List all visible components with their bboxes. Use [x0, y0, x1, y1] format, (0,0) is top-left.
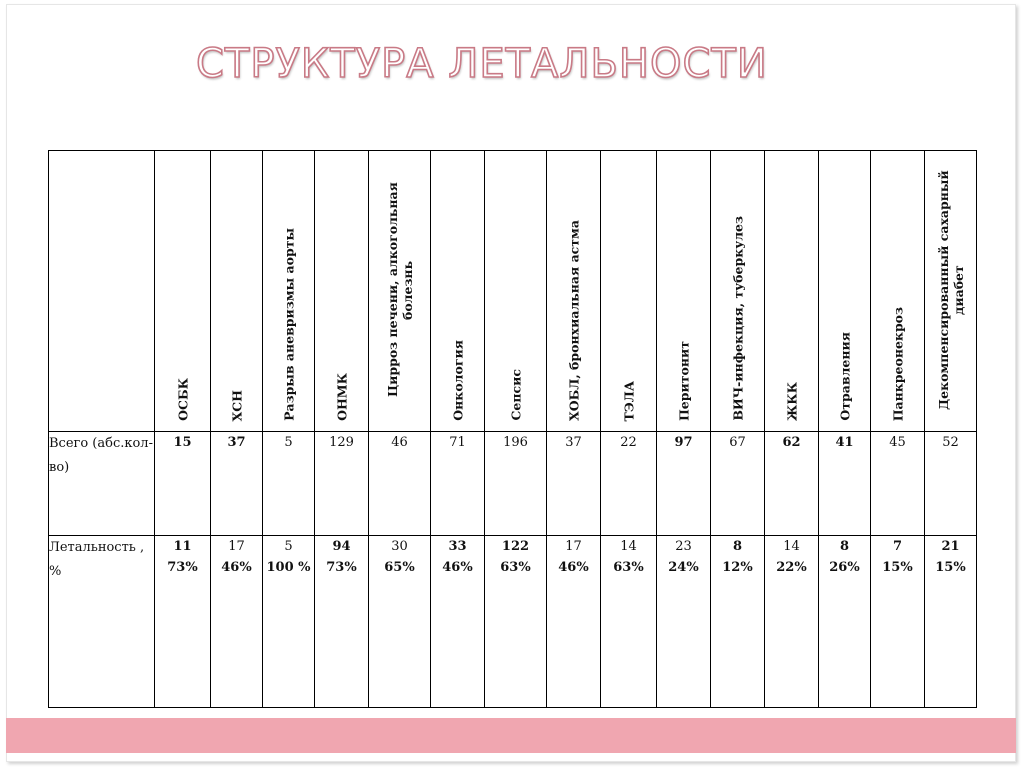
mortality-rate-row — [49, 536, 977, 708]
total-cell: 67 — [711, 432, 765, 536]
column-header: ОНМК — [315, 151, 369, 432]
total-cell: 62 — [765, 432, 819, 536]
rate-cell: 8 12% — [711, 536, 765, 708]
total-cell: 37 — [211, 432, 263, 536]
rate-cell: 7 15% — [871, 536, 925, 708]
total-cell: 22 — [601, 432, 657, 536]
row-label-total: Всего (абс.кол-во) — [49, 432, 155, 536]
total-cell: 41 — [819, 432, 871, 536]
column-header: Разрыв аневризмы аорты — [263, 151, 315, 432]
rate-cell: 30 65% — [369, 536, 431, 708]
rate-cell: 33 46% — [431, 536, 485, 708]
rate-cell: 8 26% — [819, 536, 871, 708]
total-cell: 45 — [871, 432, 925, 536]
column-header: ВИЧ-инфекция, туберкулез — [711, 151, 765, 432]
column-header: ХОБЛ, бронхиальная астма — [547, 151, 601, 432]
rate-cell: 17 46% — [211, 536, 263, 708]
rate-cell: 21 15% — [925, 536, 977, 708]
rate-cell: 14 63% — [601, 536, 657, 708]
rate-cell: 94 73% — [315, 536, 369, 708]
column-header: Декомпенсированный сахарный диабет — [925, 151, 977, 432]
total-cell: 71 — [431, 432, 485, 536]
corner-cell — [49, 151, 155, 432]
column-header: Панкреонекроз — [871, 151, 925, 432]
rate-cell: 122 63% — [485, 536, 547, 708]
total-cell: 129 — [315, 432, 369, 536]
footer-band — [6, 718, 1016, 753]
column-header: Отравления — [819, 151, 871, 432]
column-header: Сепсис — [485, 151, 547, 432]
column-header: Перитонит — [657, 151, 711, 432]
mortality-table — [48, 150, 977, 708]
total-cell: 52 — [925, 432, 977, 536]
rate-cell: 11 73% — [155, 536, 211, 708]
total-cell: 15 — [155, 432, 211, 536]
total-cell: 37 — [547, 432, 601, 536]
total-cell: 46 — [369, 432, 431, 536]
column-header: ОСБК — [155, 151, 211, 432]
header-row — [49, 151, 977, 432]
column-header: Онкология — [431, 151, 485, 432]
rate-cell: 17 46% — [547, 536, 601, 708]
column-header: ЖКК — [765, 151, 819, 432]
total-cell: 97 — [657, 432, 711, 536]
row-label-mortality: Летальность , % — [49, 536, 155, 708]
column-header: Цирроз печени, алкогольная болезнь — [369, 151, 431, 432]
total-cell: 196 — [485, 432, 547, 536]
total-row — [49, 432, 977, 536]
column-header: ТЭЛА — [601, 151, 657, 432]
slide-title: СТРУКТУРА ЛЕТАЛЬНОСТИ — [196, 41, 768, 87]
column-header: ХСН — [211, 151, 263, 432]
rate-cell: 5 100 % — [263, 536, 315, 708]
rate-cell: 14 22% — [765, 536, 819, 708]
rate-cell: 23 24% — [657, 536, 711, 708]
total-cell: 5 — [263, 432, 315, 536]
